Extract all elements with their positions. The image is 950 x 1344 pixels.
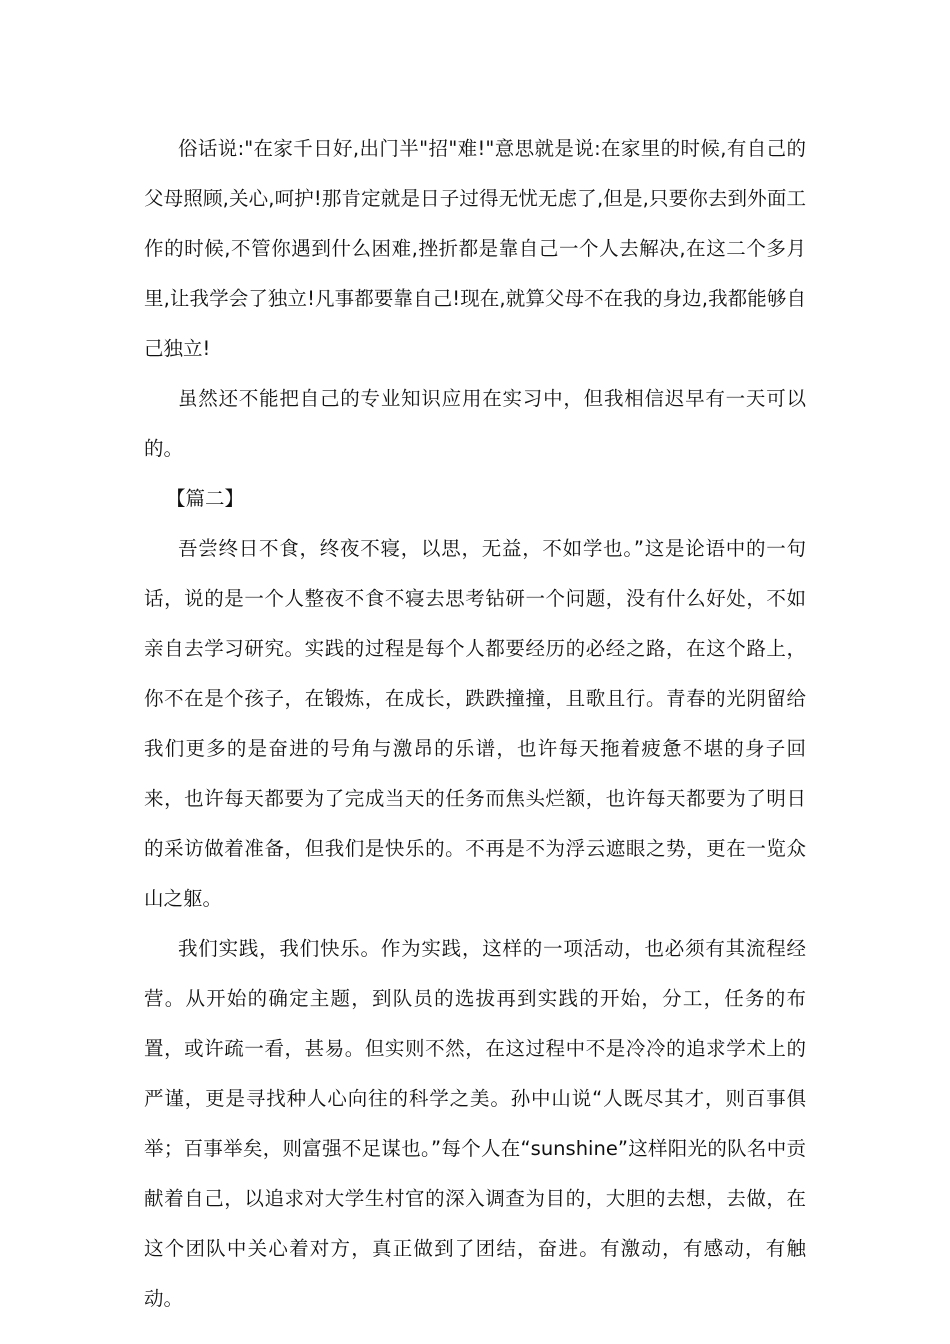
paragraph-confidence: 虽然还不能把自己的专业知识应用在实习中，但我相信迟早有一天可以的。 xyxy=(144,387,806,460)
paragraph-analects: 吾尝终日不食，终夜不寝，以思，无益，不如学也。”这是论语中的一句话，说的是一个人整夜不食不寝去思考钻研一个问题，没有什么好处，不如亲自去学习研究。实践的过程是每个人都要经历的必经之路，在这个路上，你不在是个孩子，在锻炼，在成长，跌跌撞撞，且歌且行。青春的光阴留给我们更多的是奋进的号角与激昂的乐谱，也许每天拖着疲惫不堪的身子回来，也许每天都要为了完成当天的任务而焦头烂额，也许每天都要为了明日的采访做着准备，但我们是快乐的。不再是不为浮云遮眼之势，更在一览众山之躯。 xyxy=(144,537,806,910)
section-heading: 【篇二】 xyxy=(166,487,245,510)
paragraph-proverb: 俗话说:"在家千日好,出门半"招"难!"意思就是说:在家里的时候,有自己的父母照顾,关心,呵护!那肯定就是日子过得无忧无虑了,但是,只要你去到外面工作的时候,不管你遇到什么困难,挫折都是靠自己一个人去解决,在这二个多月里,让我学会了独立!凡事都要靠自己!现在,就算父母不在我的身边,我都能够自己独立! xyxy=(144,137,806,360)
paragraph-practice: 我们实践，我们快乐。作为实践，这样的一项活动，也必须有其流程经营。从开始的确定主题，到队员的选拔再到实践的开始，分工，任务的布置，或许疏一看，甚易。但实则不然，在这过程中不是冷冷的追求学术上的严谨，更是寻找种人心向往的科学之美。孙中山说“人既尽其才，则百事俱举；百事举矣，则富强不足谋也。”每个人在“sunshine”这样阳光的队名中贡献着自己，以追求对大学生村官的深入调查为目的，大胆的去想，去做，在这个团队中关心着对方，真正做到了团结，奋进。有激动，有感动，有触动。 xyxy=(144,937,806,1310)
document-body xyxy=(144,124,806,1324)
